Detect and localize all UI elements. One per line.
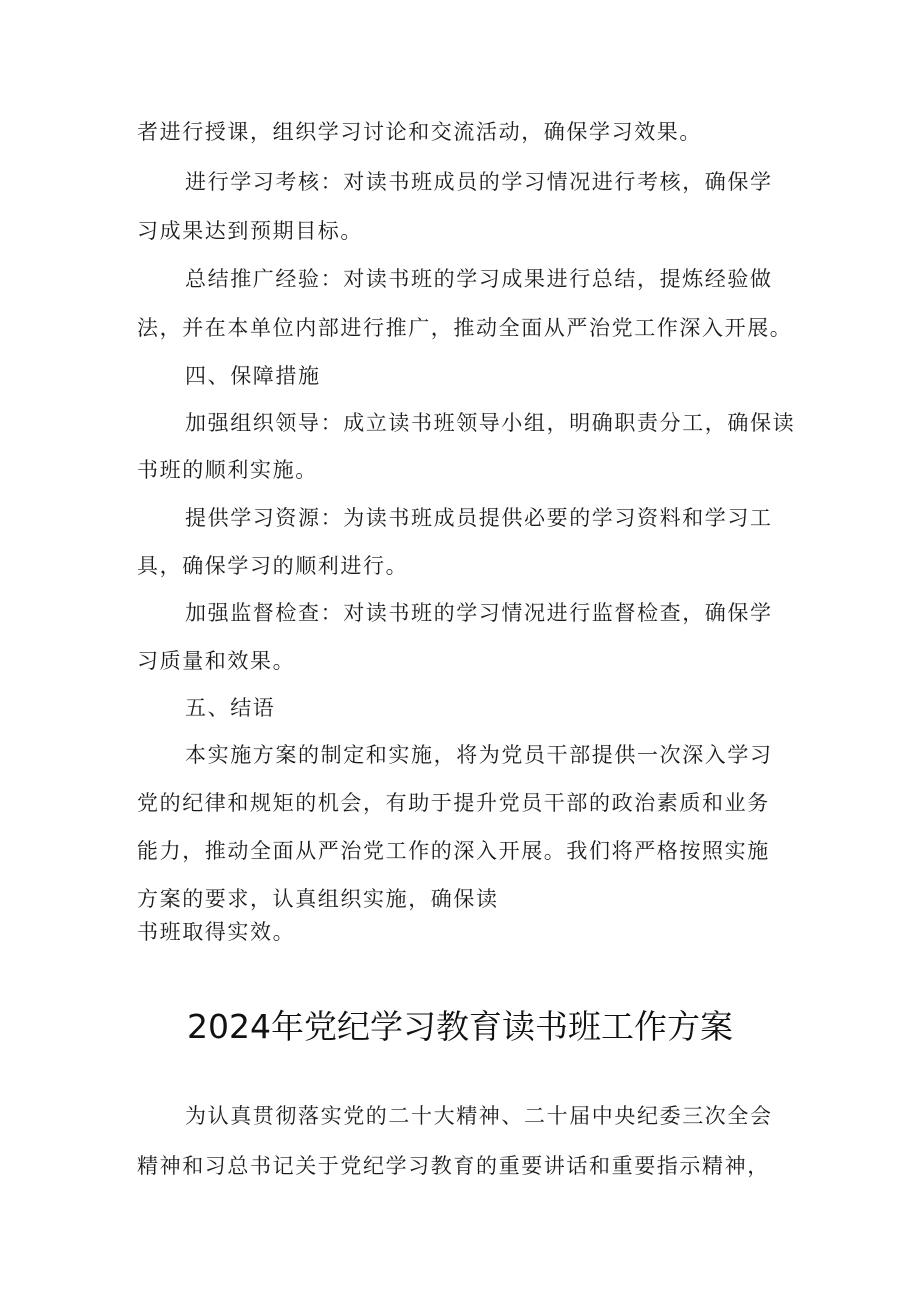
body-text-line: 法，并在本单位内部进行推广，推动全面从严治党工作深入开展。 (137, 316, 793, 340)
body-text-line: 能力，推动全面从严治党工作的深入开展。我们将严格按照实施 (137, 839, 770, 863)
section-heading-safeguards: 四、保障措施 (185, 364, 321, 388)
body-text-line: 习质量和效果。 (137, 649, 296, 673)
document-title: 2024年党纪学习教育读书班工作方案 (187, 1007, 733, 1046)
body-text-line: 具，确保学习的顺利进行。 (137, 554, 409, 578)
paragraph-resources: 提供学习资源：为读书班成员提供必要的学习资料和学习工 (185, 506, 773, 530)
body-text-line: 书班取得实效。 (137, 920, 296, 944)
body-text-line: 者进行授课，组织学习讨论和交流活动，确保学习效果。 (137, 120, 702, 144)
body-text-line: 党的纪律和规矩的机会，有助于提升党员干部的政治素质和业务 (137, 791, 770, 815)
body-text-line: 精神和习总书记关于党纪学习教育的重要讲话和重要指示精神， (137, 1154, 770, 1178)
paragraph-intro: 为认真贯彻落实党的二十大精神、二十届中央纪委三次全会 (185, 1104, 773, 1128)
paragraph-summary: 总结推广经验：对读书班的学习成果进行总结，提炼经验做 (185, 267, 773, 291)
paragraph-exam: 进行学习考核：对读书班成员的学习情况进行考核，确保学 (185, 170, 773, 194)
paragraph-supervision: 加强监督检查：对读书班的学习情况进行监督检查，确保学 (185, 601, 773, 625)
section-heading-conclusion: 五、结语 (185, 696, 276, 720)
body-text-line: 方案的要求，认真组织实施，确保读 (137, 887, 499, 911)
paragraph-leadership: 加强组织领导：成立读书班领导小组，明确职责分工，确保读 (185, 411, 796, 435)
body-text-line: 书班的顺利实施。 (137, 458, 318, 482)
paragraph-conclusion: 本实施方案的制定和实施，将为党员干部提供一次深入学习 (185, 743, 773, 767)
body-text-line: 习成果达到预期目标。 (137, 219, 363, 243)
